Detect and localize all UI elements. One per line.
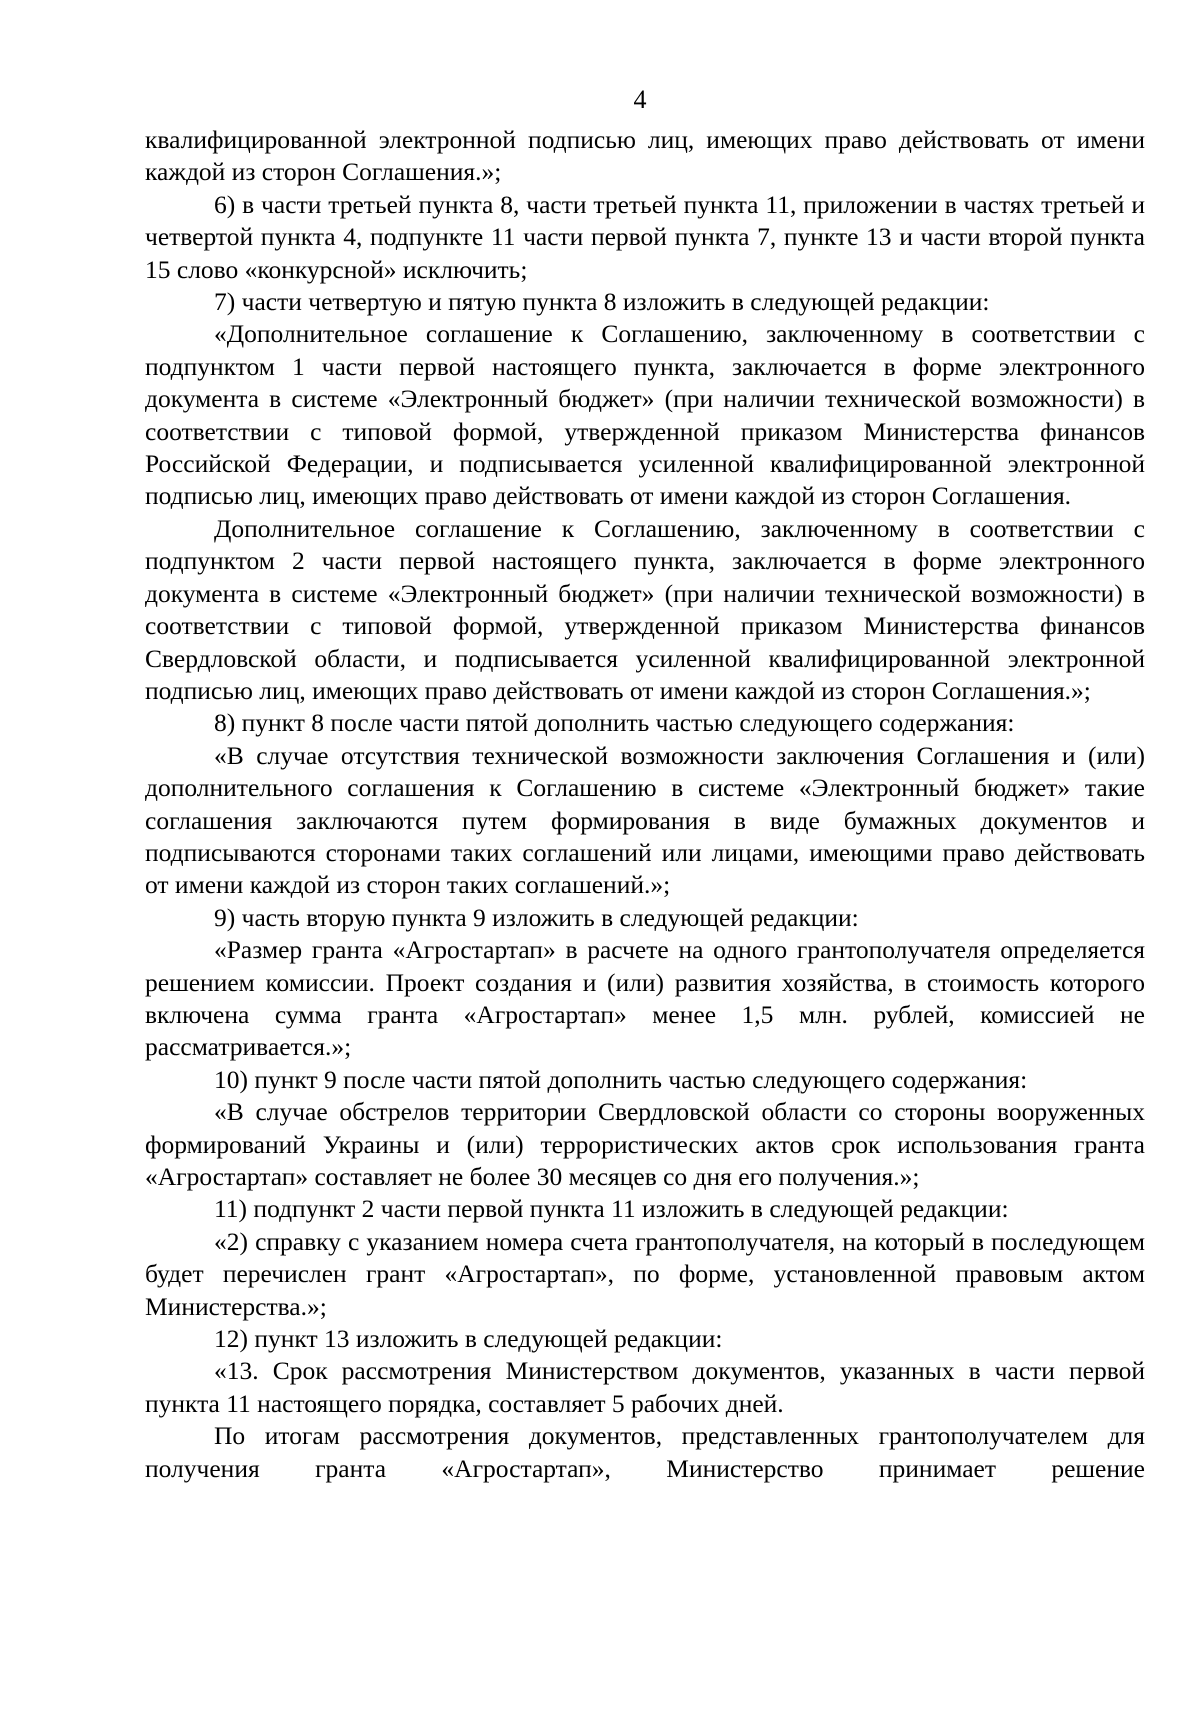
paragraph-quote-shelling: «В случае обстрелов территории Свердловской области со стороны вооруженных формирований Украины и (или) террористических актов срок использования гранта «Агростартап» составляет не более 30 месяцев со дня его получения.»; — [145, 1097, 1145, 1191]
paragraph-quote-account-certificate: «2) справку с указанием номера счета грантополучателя, на который в последующем будет перечислен грант «Агростартап», по форме, установленной правовым актом Министерства.»; — [145, 1226, 1145, 1321]
paragraph-item-10: 10) пункт 9 после части пятой дополнить частью следующего содержания: — [214, 1064, 1028, 1094]
paragraph-item-12: 12) пункт 13 изложить в следующей редакции: — [214, 1324, 723, 1354]
document-body — [145, 124, 1145, 1485]
paragraph-quote-no-technical-possibility: «В случае отсутствия технической возможности заключения Соглашения и (или) дополнительного соглашения к Соглашению в системе «Электронный бюджет» такие соглашения заключаются путем формирования в виде бумажных документов и подписываются сторонами таких соглашений или лицами, имеющими право действовать от имени каждой из сторон таких соглашений.»; — [145, 740, 1145, 900]
page-number: 4 — [633, 85, 647, 114]
paragraph-item-8: 8) пункт 8 после части пятой дополнить частью следующего содержания: — [214, 708, 1015, 738]
paragraph-item-6: 6) в части третьей пункта 8, части третьей пункта 11, приложении в частях третьей и четвертой пункта 4, подпункте 11 части первой пункта 7, пункте 13 и части второй пункта 15 слово «конкурсной» исключить; — [145, 189, 1145, 284]
paragraph-item-11: 11) подпункт 2 части первой пункта 11 изложить в следующей редакции: — [214, 1194, 1009, 1224]
paragraph-quote-additional-agreement-2: Дополнительное соглашение к Соглашению, заключенному в соответствии с подпунктом 2 части первой настоящего пункта, заключается в форме электронного документа в системе «Электронный бюджет» (при наличии технической возможности) в соответствии с типовой формой, утвержденной приказом Министерства финансов Свердловской области, и подписывается усиленной квалифицированной электронной подписью лиц, имеющих право действовать от имени каждой из сторон Соглашения.»; — [145, 513, 1145, 705]
paragraph-item-7: 7) части четвертую и пятую пункта 8 изложить в следующей редакции: — [214, 287, 990, 317]
paragraph-continuation: квалифицированной электронной подписью лиц, имеющих право действовать от имени каждой из сторон Соглашения.»; — [145, 125, 1145, 187]
paragraph-quote-grant-size: «Размер гранта «Агростартап» в расчете на одного грантополучателя определяется решением комиссии. Проект создания и (или) развития хозяйства, в стоимость которого включена сумма гранта «Агростартап» менее 1,5 млн. рублей, комиссией не рассматривается.»; — [145, 935, 1145, 1062]
paragraph-quote-additional-agreement-1: «Дополнительное соглашение к Соглашению, заключенному в соответствии с подпунктом 1 части первой настоящего пункта, заключается в форме электронного документа в системе «Электронный бюджет» (при наличии технической возможности) в соответствии с типовой формой, утвержденной приказом Министерства финансов Российской Федерации, и подписывается усиленной квалифицированной электронной подписью лиц, имеющих право действовать от имени каждой из сторон Соглашения. — [145, 319, 1145, 511]
paragraph-item-9: 9) часть вторую пункта 9 изложить в следующей редакции: — [214, 902, 859, 932]
paragraph-review-results: По итогам рассмотрения документов, представленных грантополучателем для получения гранта «Агростартап», Министерство принимает решение — [145, 1421, 1145, 1483]
paragraph-quote-item-13: «13. Срок рассмотрения Министерством документов, указанных в части первой пункта 11 настоящего порядка, составляет 5 рабочих дней. — [145, 1356, 1145, 1418]
